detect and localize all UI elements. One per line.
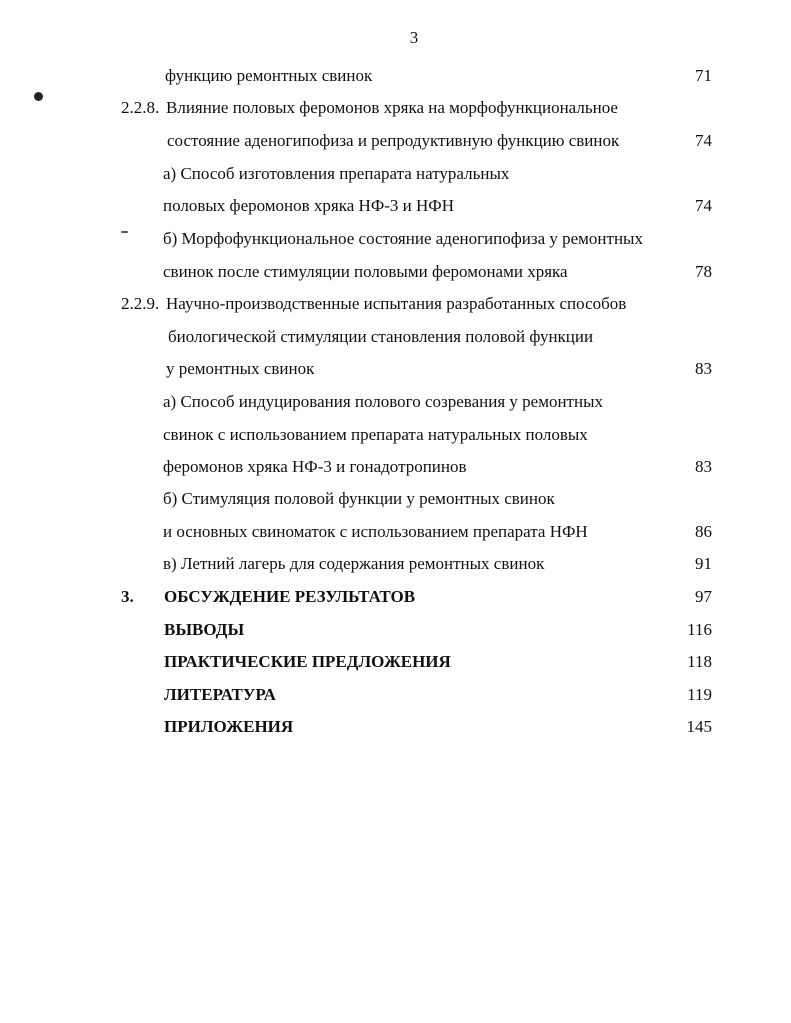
toc-section-number: 3. [121,587,134,606]
toc-line: состояние аденогипофиза и репродуктивную функцию свинок [167,131,620,150]
toc-page-number: 74 [695,196,712,215]
toc-line: б) Стимуляция половой функции у ремонтных свинок [163,489,555,508]
toc-line: ПРИЛОЖЕНИЯ [164,717,294,736]
toc-line: Влияние половых феромонов хряка на морфофункциональное [166,98,618,117]
toc-page-number: 78 [695,262,712,281]
toc-page-number: 119 [687,685,712,704]
toc-page-number: 74 [695,131,712,150]
toc-line: феромонов хряка НФ-3 и гонадотропинов [163,457,467,476]
scan-dot [34,92,43,101]
toc-page-number: 97 [695,587,712,606]
scan-mark [121,231,128,233]
toc-line: б) Морфофункциональное состояние аденогипофиза у ремонтных [163,229,643,248]
toc-line: у ремонтных свинок [166,359,315,378]
toc-section-number: 2.2.8. [121,98,160,117]
toc-line: ЛИТЕРАТУРА [164,685,276,704]
toc-line: функцию ремонтных свинок [165,66,373,85]
toc-line: а) Способ изготовления препарата натуральных [163,164,510,183]
toc-line: Научно-производственные испытания разработанных способов [166,294,627,313]
toc-page-number: 91 [695,554,712,573]
toc-line: ВЫВОДЫ [164,620,245,639]
toc-line: биологической стимуляции становления половой функции [168,327,594,346]
toc-line: а) Способ индуцирования полового созревания у ремонтных [163,392,603,411]
toc-line: ОБСУЖДЕНИЕ РЕЗУЛЬТАТОВ [164,587,416,606]
toc-page-number: 71 [695,66,712,85]
toc-page-number: 86 [695,522,712,541]
toc-line: ПРАКТИЧЕСКИЕ ПРЕДЛОЖЕНИЯ [164,652,451,671]
toc-page-number: 118 [687,652,712,671]
toc-page-number: 83 [695,359,712,378]
toc-line: и основных свиноматок с использованием препарата НФН [163,522,588,541]
toc-section-number: 2.2.9. [121,294,160,313]
toc-line: свинок после стимуляции половыми феромонами хряка [163,262,568,281]
page-number: 3 [409,28,419,47]
toc-page-number: 83 [695,457,712,476]
toc-page-number: 145 [686,717,712,736]
toc-page-number: 116 [687,620,712,639]
toc-line: в) Летний лагерь для содержания ремонтных свинок [163,554,545,573]
toc-line: свинок с использованием препарата натуральных половых [163,425,588,444]
toc-line: половых феромонов хряка НФ-3 и НФН [163,196,454,215]
